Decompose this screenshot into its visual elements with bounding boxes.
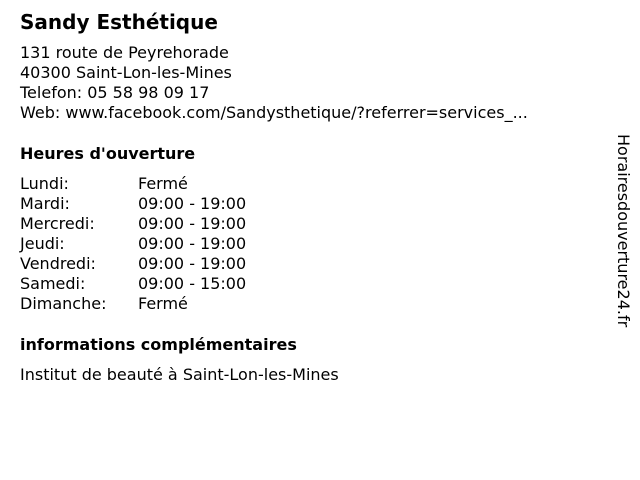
hours-time: 09:00 - 19:00	[138, 234, 247, 253]
address-line-2: 40300 Saint-Lon-les-Mines	[20, 63, 232, 82]
hours-time: 09:00 - 19:00	[138, 214, 247, 233]
info-text: Institut de beauté à Saint-Lon-les-Mines	[20, 365, 339, 384]
phone-line: Telefon: 05 58 98 09 17	[20, 83, 210, 102]
hours-day: Samedi:	[20, 274, 86, 293]
hours-time: 09:00 - 19:00	[138, 194, 247, 213]
hours-title: Heures d'ouverture	[20, 144, 196, 163]
hours-table	[20, 174, 610, 314]
hours-row-tuesday	[20, 194, 610, 214]
address-line-1: 131 route de Peyrehorade	[20, 43, 229, 62]
hours-time: 09:00 - 19:00	[138, 254, 247, 273]
hours-row-thursday	[20, 234, 610, 254]
hours-row-saturday	[20, 274, 610, 294]
hours-day: Mercredi:	[20, 214, 95, 233]
site-watermark: Horairesdouverture24.fr	[614, 134, 633, 328]
hours-day: Dimanche:	[20, 294, 107, 313]
hours-row-sunday	[20, 294, 610, 314]
hours-day: Lundi:	[20, 174, 69, 193]
hours-row-monday	[20, 174, 610, 194]
business-name: Sandy Esthétique	[20, 10, 218, 34]
hours-row-wednesday	[20, 214, 610, 234]
info-title: informations complémentaires	[20, 335, 297, 354]
hours-day: Mardi:	[20, 194, 70, 213]
hours-time: Fermé	[138, 294, 188, 313]
business-card	[20, 9, 610, 385]
hours-time: 09:00 - 15:00	[138, 274, 247, 293]
web-line: Web: www.facebook.com/Sandysthetique/?referrer=services_...	[20, 103, 528, 122]
hours-row-friday	[20, 254, 610, 274]
hours-day: Jeudi:	[20, 234, 65, 253]
hours-day: Vendredi:	[20, 254, 96, 273]
hours-time: Fermé	[138, 174, 188, 193]
